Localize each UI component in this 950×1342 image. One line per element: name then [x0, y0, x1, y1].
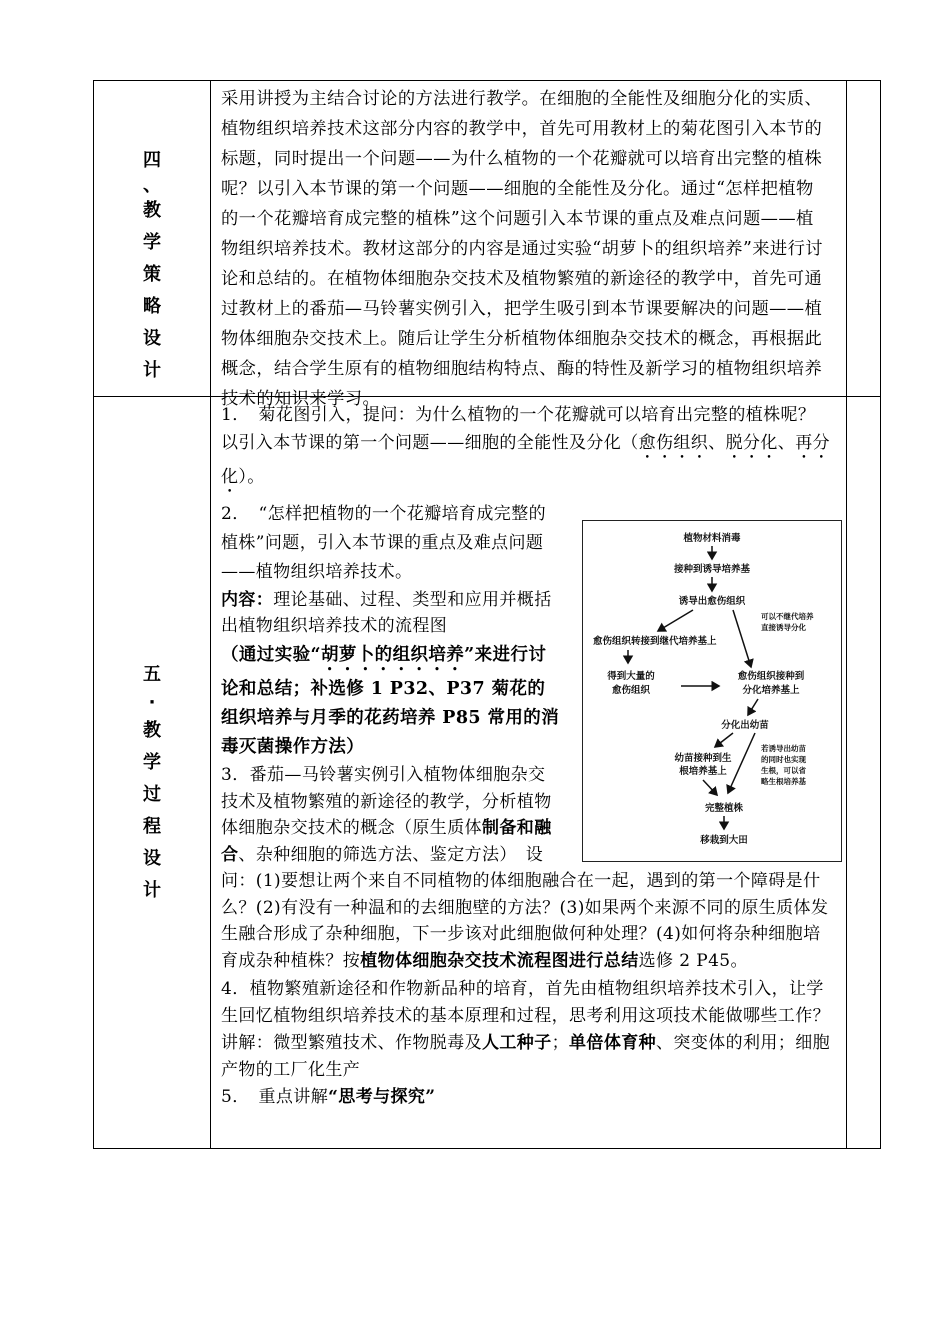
section4-label: 四 、 教 学 策 略 设 计 — [143, 150, 161, 381]
flow-node-5a: 得到大量的 — [607, 671, 655, 682]
flow-node-8a: 幼苗接种到生 — [674, 753, 732, 764]
item-3: 3．番茄—马铃薯实例引入植物体细胞杂交技术及植物繁殖的新途径的教学，分析植物体细胞杂交技术的概念（原生质体制备和融合、杂种细胞的筛选方法、鉴定方法） 设问：(1)要想让两个来自不同植物的体细胞融合在一起，遇到的第一个障碍是什么？(2)有没有一种温和的去细胞壁的方法？(3)如果两个来源不同的原生质体发生融合形成了杂种细胞，下一步该对此细胞做何种处理？(4)如何将杂种细胞培育成杂种植株？按植物体细胞杂交技术流程图进行总结选修 2 P45。 — [221, 765, 829, 971]
flow-note-2d: 略生根培养基 — [761, 777, 806, 786]
item-2-content: 内容：理论基础、过程、类型和应用并概括出植物组织培养技术的流程图 — [221, 590, 552, 636]
flow-node-7: 分化出幼苗 — [721, 720, 769, 731]
flow-node-2: 接种到诱导培养基 — [673, 564, 751, 575]
item-2-bold-note: （通过实验“胡萝卜的组织培养”来进行讨论和总结；补选修 1 P32、P37 菊花的组织培养与月季的花药培养 P85 常用的消毒灭菌操作方法） — [221, 645, 560, 757]
item-5: 5． 重点讲解“思考与探究” — [221, 1087, 436, 1107]
column-divider-right — [846, 81, 847, 1148]
section5-label: 五 · 教 学 过 程 设 计 — [143, 664, 161, 901]
flow-node-1: 植物材料消毒 — [683, 533, 741, 544]
item-2: 2． “怎样把植物的一个花瓣培育成完整的植株”问题，引入本节课的重点及难点问题——植物组织培养技术。 — [221, 504, 547, 582]
flow-note-1a: 可以不继代培养 — [761, 612, 814, 621]
flow-arrow — [658, 610, 693, 631]
flow-node-5b: 愈伤组织 — [611, 685, 651, 696]
flow-note-1b: 直接诱导分化 — [761, 623, 806, 632]
item-1: 1． 菊花图引入，提问：为什么植物的一个花瓣就可以培育出完整的植株呢？以引入本节课的第一个问题——细胞的全能性及分化（愈伤组织、脱分化、再分化）。 — [221, 405, 831, 487]
flow-note-2c: 生根，可以省 — [761, 766, 806, 775]
flow-node-6b: 分化培养基上 — [742, 685, 800, 696]
column-divider-left — [210, 81, 211, 1148]
flow-node-4: 愈伤组织转接到继代培养基上 — [593, 636, 717, 647]
flow-node-8b: 根培养基上 — [679, 766, 727, 777]
section4-paragraph: 采用讲授为主结合讨论的方法进行教学。在细胞的全能性及细胞分化的实质、植物组织培养技术这部分内容的教学中，首先可用教材上的菊花图引入本节的标题，同时提出一个问题——为什么植物的一个花瓣就可以培育出完整的植株呢？以引入本节课的第一个问题——细胞的全能性及分化。通过“怎样把植物的一个花瓣培育成完整的植株”这个问题引入本节课的重点及难点问题——植物组织培养技术。教材这部分的内容是通过实验“胡萝卜的组织培养”来进行讨论和总结的。在植物体细胞杂交技术及植物繁殖的新途径的教学中，首先可通过教材上的番茄—马铃薯实例引入，把学生吸引到本节课要解决的问题——植物体细胞杂交技术上。随后让学生分析植物体细胞杂交技术的概念，再根据此概念，结合学生原有的植物细胞结构特点、酶的特性及新学习的植物组织培养技术的知识来学习。 — [221, 89, 823, 409]
flowchart-svg — [583, 521, 841, 861]
flow-arrow — [715, 733, 733, 747]
flow-node-10: 移栽到大田 — [700, 835, 748, 846]
flow-node-6a: 愈伤组织接种到 — [737, 671, 805, 682]
flow-arrow — [703, 780, 717, 795]
item-4: 4．植物繁殖新途径和作物新品种的培育，首先由植物组织培养技术引入，让学生回忆植物组织培养技术的基本原理和过程，思考利用这项技术能做哪些工作？ 讲解：微型繁殖技术、作物脱毒及人工种子；单倍体育种、突变体的利用；细胞产物的工厂化生产 — [221, 979, 865, 1080]
flow-arrow — [748, 699, 758, 715]
tissue-culture-flowchart — [582, 520, 842, 862]
flow-arrow — [733, 610, 751, 667]
flow-note-2b: 的同时也实现 — [761, 755, 806, 764]
section4-content — [221, 84, 831, 414]
flow-node-9: 完整植株 — [704, 803, 744, 814]
flow-arrow — [728, 733, 755, 793]
flow-note-2a: 若诱导出幼苗 — [761, 744, 806, 753]
flow-node-3: 诱导出愈伤组织 — [678, 596, 746, 607]
